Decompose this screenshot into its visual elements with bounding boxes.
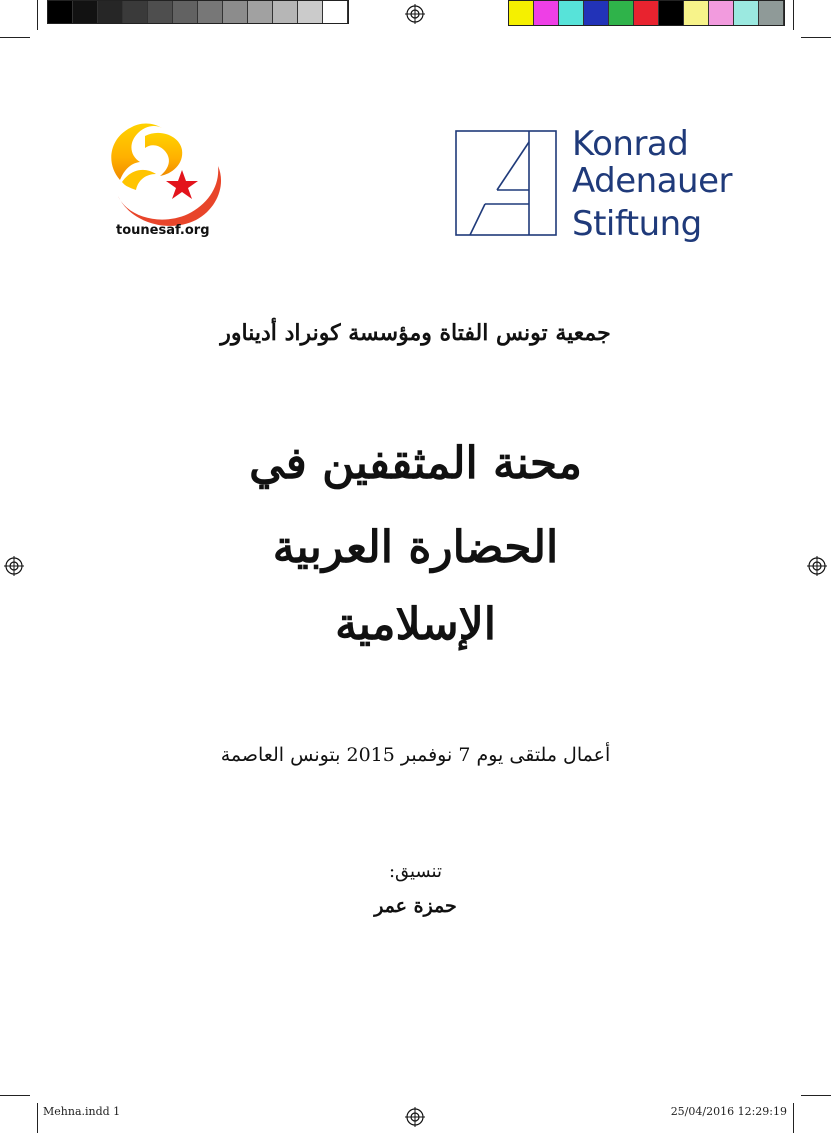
color-swatch bbox=[759, 1, 784, 25]
crop-mark bbox=[793, 1103, 794, 1133]
registration-mark-icon bbox=[405, 1107, 425, 1127]
color-swatch bbox=[509, 1, 534, 25]
kas-name-line2: Adenauer bbox=[572, 161, 732, 201]
organizers-line: جمعية تونس الفتاة ومؤسسة كونراد أديناور bbox=[220, 320, 611, 346]
tounesaf-logo-icon bbox=[100, 118, 235, 228]
crop-mark bbox=[793, 0, 794, 30]
crop-mark bbox=[801, 37, 831, 38]
gray-swatch bbox=[223, 1, 248, 23]
gray-swatch bbox=[48, 1, 73, 23]
gray-swatch bbox=[323, 1, 348, 23]
book-title-line1: محنة المثقفين في bbox=[249, 438, 582, 489]
color-swatch bbox=[734, 1, 759, 25]
coordination-label: تنسيق: bbox=[388, 861, 442, 882]
book-title-line2: الحضارة العربية bbox=[272, 522, 559, 573]
crop-mark bbox=[801, 1095, 831, 1096]
slug-datetime: 25/04/2016 12:29:19 bbox=[670, 1105, 787, 1118]
gray-swatch bbox=[298, 1, 323, 23]
gray-swatch bbox=[273, 1, 298, 23]
color-swatch bbox=[559, 1, 584, 25]
kas-name-line3: Stiftung bbox=[572, 204, 702, 244]
gray-swatch bbox=[198, 1, 223, 23]
slug-filename: Mehna.indd 1 bbox=[43, 1105, 121, 1118]
tounesaf-url: tounesaf.org bbox=[116, 223, 210, 238]
color-swatch bbox=[659, 1, 684, 25]
color-swatch bbox=[684, 1, 709, 25]
gray-swatch bbox=[173, 1, 198, 23]
registration-mark-icon bbox=[405, 4, 425, 24]
kas-logo-icon bbox=[455, 130, 557, 236]
color-swatch bbox=[584, 1, 609, 25]
crop-mark bbox=[0, 1095, 30, 1096]
crop-mark bbox=[37, 1103, 38, 1133]
coordinator-name: حمزة عمر bbox=[374, 895, 457, 917]
crop-mark bbox=[0, 37, 30, 38]
book-title-line3: الإسلامية bbox=[335, 599, 496, 650]
process-color-bar bbox=[508, 0, 785, 26]
gray-swatch bbox=[123, 1, 148, 23]
gray-swatch bbox=[98, 1, 123, 23]
grayscale-color-bar bbox=[47, 0, 349, 24]
kas-name-line1: Konrad bbox=[572, 124, 689, 164]
gray-swatch bbox=[148, 1, 173, 23]
color-swatch bbox=[634, 1, 659, 25]
color-swatch bbox=[609, 1, 634, 25]
gray-swatch bbox=[73, 1, 98, 23]
color-swatch bbox=[709, 1, 734, 25]
book-subtitle: أعمال ملتقى يوم 7 نوفمبر 2015 بتونس العاصمة bbox=[220, 744, 611, 766]
gray-swatch bbox=[248, 1, 273, 23]
color-swatch bbox=[534, 1, 559, 25]
crop-mark bbox=[37, 0, 38, 30]
